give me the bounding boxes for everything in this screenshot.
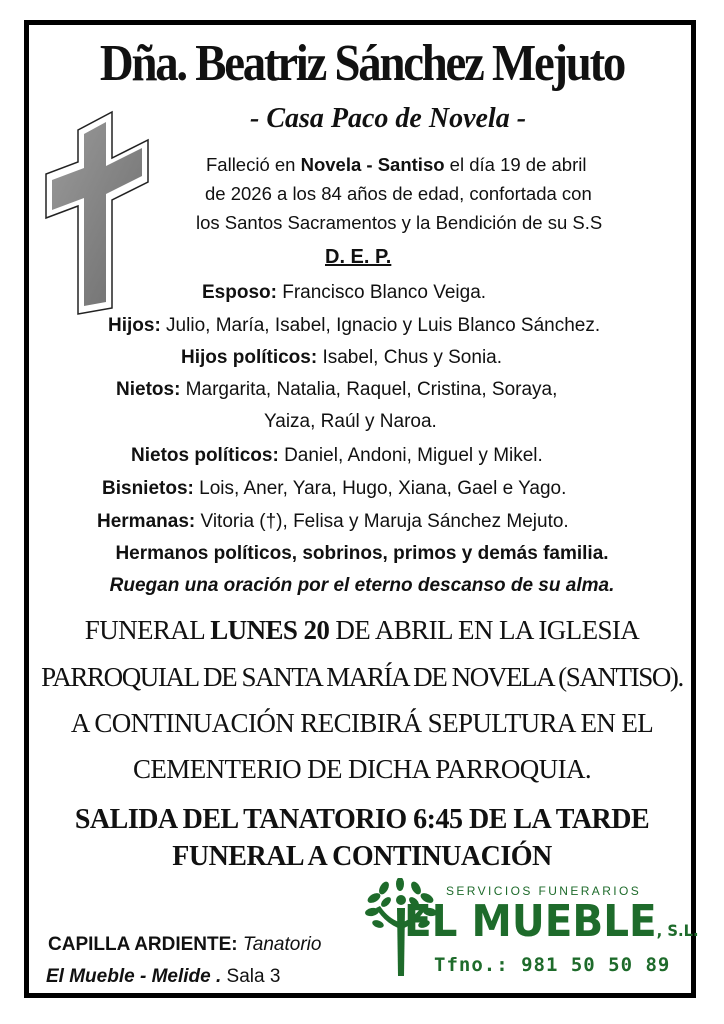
cross-icon <box>44 110 150 315</box>
chapel-line: CAPILLA ARDIENTE: Tanatorio <box>48 934 322 955</box>
relative-great-grandchildren: Bisnietos: Lois, Aner, Yara, Hugo, Xiana, Gael e Yago. <box>102 478 567 499</box>
departure-line-2: FUNERAL A CONTINUACIÓN <box>172 841 552 872</box>
relative-grandchildren-cont: Yaiza, Raúl y Naroa. <box>264 411 437 432</box>
intro-line-2: de 2026 a los 84 años de edad, confortada con <box>205 183 592 204</box>
prayer-line: Ruegan una oración por el eterno descanso de su alma. <box>109 575 615 596</box>
logo-brand: EL MUEBLE, S.L. <box>404 896 699 947</box>
relative-sisters: Hermanas: Vitoria (†), Felisa y Maruja Sánchez Mejuto. <box>97 511 569 532</box>
deceased-name: Dña. Beatriz Sánchez Mejuto <box>99 35 625 92</box>
relative-children-in-law: Hijos políticos: Isabel, Chus y Sonia. <box>181 347 503 368</box>
chapel-location: El Mueble - Melide . Sala 3 <box>46 966 281 987</box>
logo-phone: Tfno.: 981 50 50 89 <box>434 954 671 976</box>
relative-spouse: Esposo: Francisco Blanco Veiga. <box>202 282 487 303</box>
house-name: - Casa Paco de Novela - <box>250 103 527 134</box>
funeral-line-1: FUNERAL LUNES 20 DE ABRIL EN LA IGLESIA <box>84 615 640 645</box>
relative-children: Hijos: Julio, María, Isabel, Ignacio y Luis Blanco Sánchez. <box>108 315 601 336</box>
logo-tagline: SERVICIOS FUNERARIOS <box>446 884 642 898</box>
family-line: Hermanos políticos, sobrinos, primos y demás familia. <box>115 543 609 564</box>
departure-line-1: SALIDA DEL TANATORIO 6:45 DE LA TARDE <box>74 804 650 835</box>
dep-label: D. E. P. <box>325 246 392 268</box>
intro-line-1: Falleció en Novela - Santiso el día 19 de abril <box>206 154 587 175</box>
relative-grandchildren-in-law: Nietos políticos: Daniel, Andoni, Miguel y Mikel. <box>131 445 543 466</box>
funeral-line-3: A CONTINUACIÓN RECIBIRÁ SEPULTURA EN EL <box>70 708 654 738</box>
funeral-line-2: PARROQUIAL DE SANTA MARÍA DE NOVELA (SANTISO). <box>41 662 683 692</box>
funeral-line-4: CEMENTERIO DE DICHA PARROQUIA. <box>132 754 592 784</box>
relative-grandchildren: Nietos: Margarita, Natalia, Raquel, Cristina, Soraya, <box>116 379 558 400</box>
intro-line-3: los Santos Sacramentos y la Bendición de su S.S <box>196 212 603 233</box>
funeral-home-logo <box>364 874 699 984</box>
